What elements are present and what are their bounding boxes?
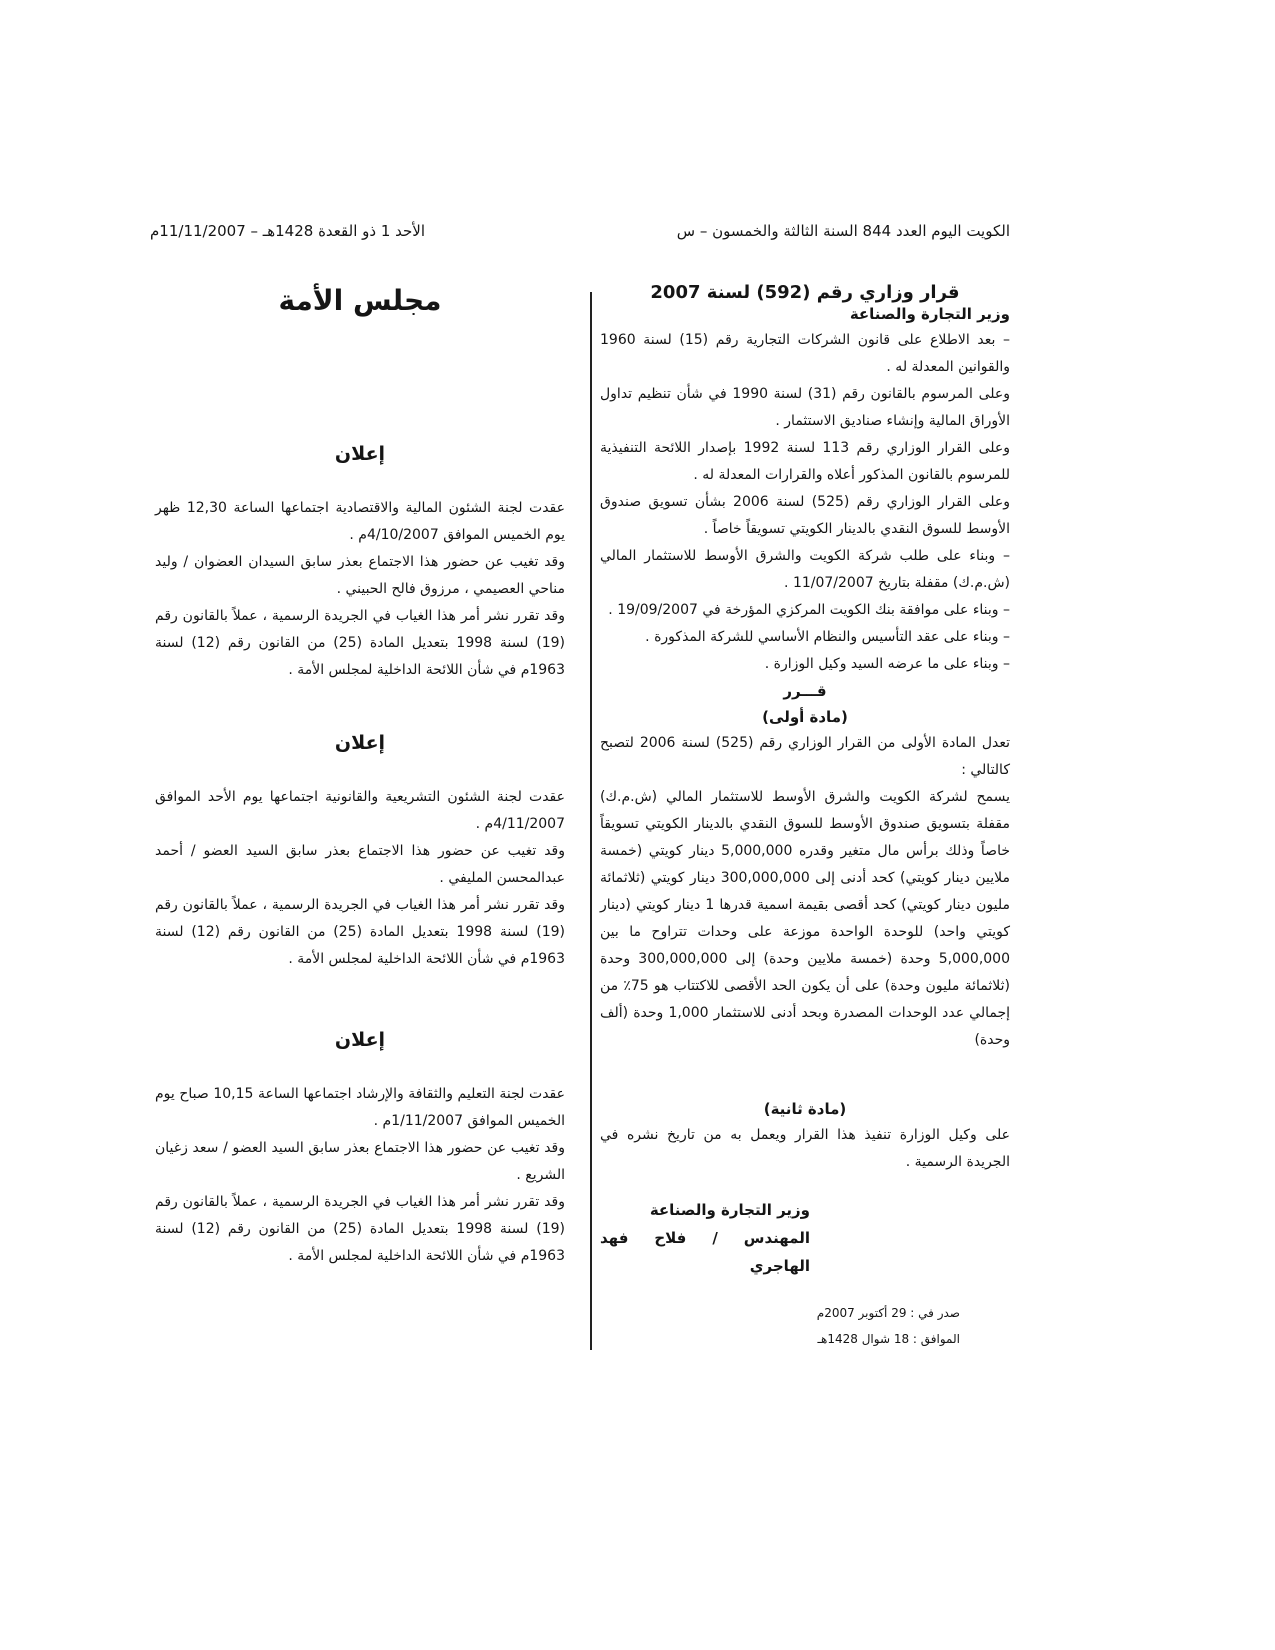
preamble-item: وعلى المرسوم بالقانون رقم (31) لسنة 1990 في شأن تنظيم تداول الأوراق المالية وإنشاء صناديق الاستثمار . — [600, 386, 1010, 429]
preamble-item: وعلى القرار الوزاري رقم (525) لسنة 2006 بشأن تسويق صندوق الأوسط للسوق النقدي بالدينار الكويتي تسويقاً خاصاً . — [600, 494, 1011, 537]
announcement-title: إعلان — [334, 1029, 386, 1051]
page-header — [150, 222, 1010, 252]
spacer — [155, 754, 565, 784]
header-date: الأحد 1 ذو القعدة 1428هـ – 11/11/2007م — [150, 222, 426, 240]
preamble-item: وعلى القرار الوزاري رقم 113 لسنة 1992 بإصدار اللائحة التنفيذية للمرسوم بالقانون المذكور أعلاه والقرارات المعدلة له . — [600, 440, 1011, 483]
announcement-paragraph: وقد تقرر نشر أمر هذا الغياب في الجريدة الرسمية ، عملاً بالقانون رقم (19) لسنة 1998 بتعديل المادة (25) من القانون رقم (12) لسنة 1963م في شأن اللائحة الداخلية لمجلس الأمة . — [155, 897, 565, 967]
announcement-paragraph: عقدت لجنة الشئون المالية والاقتصادية اجتماعها الساعة 12,30 ظهر يوم الخميس الموافق 4/10/2007م . — [155, 500, 565, 543]
signature-name: المهندس / فلاح فهد الهاجري — [600, 1229, 810, 1275]
spacer — [155, 465, 565, 495]
spacer — [155, 973, 565, 1029]
decree-title: قرار وزاري رقم (592) لسنة 2007 — [650, 282, 960, 303]
article-1-title: (مادة أولى) — [762, 708, 848, 726]
spacer — [600, 1280, 1010, 1300]
announcement-paragraph: وقد تغيب عن حضور هذا الاجتماع بعذر سابق السيد العضو / سعد زغيان الشريع . — [155, 1140, 565, 1183]
decree-column — [600, 282, 1010, 1352]
decided-heading: قـــرر — [783, 682, 827, 700]
column-divider — [590, 292, 592, 1350]
spacer — [155, 1051, 565, 1081]
announcement-paragraph: وقد تغيب عن حضور هذا الاجتماع بعذر سابق السيد العضو / أحمد عبدالمحسن المليفي . — [155, 843, 565, 886]
spacer — [600, 1054, 1010, 1096]
assembly-title: مجلس الأمة — [278, 284, 442, 317]
assembly-column — [155, 282, 565, 1270]
article-1-text: تعدل المادة الأولى من القرار الوزاري رقم (525) لسنة 2006 لتصبح كالتالي : — [600, 735, 1010, 778]
preamble-item: – وبناء على موافقة بنك الكويت المركزي المؤرخة في 19/09/2007 . — [608, 602, 1010, 618]
issued-date: صدر في : 29 أكتوبر 2007م — [816, 1306, 960, 1320]
preamble-item: – وبناء على عقد التأسيس والنظام الأساسي للشركة المذكورة . — [645, 629, 1010, 645]
article-2-title: (مادة ثانية) — [763, 1100, 847, 1118]
spacer — [155, 684, 565, 732]
preamble-item: – بعد الاطلاع على قانون الشركات التجارية رقم (15) لسنة 1960 والقوانين المعدلة له . — [600, 332, 1010, 375]
spacer — [155, 317, 565, 443]
announcement-paragraph: وقد تقرر نشر أمر هذا الغياب في الجريدة الرسمية ، عملاً بالقانون رقم (19) لسنة 1998 بتعديل المادة (25) من القانون رقم (12) لسنة 1963م في شأن اللائحة الداخلية لمجلس الأمة . — [155, 608, 565, 678]
announcement-paragraph: وقد تغيب عن حضور هذا الاجتماع بعذر سابق السيدان العضوان / وليد مناحي العصيمي ، مرزوق فالح الحبيني . — [155, 554, 565, 597]
spacer — [600, 1176, 1010, 1196]
hijri-date: الموافق : 18 شوال 1428هـ — [817, 1332, 960, 1346]
announcement-paragraph: وقد تقرر نشر أمر هذا الغياب في الجريدة الرسمية ، عملاً بالقانون رقم (19) لسنة 1998 بتعديل المادة (25) من القانون رقم (12) لسنة 1963م في شأن اللائحة الداخلية لمجلس الأمة . — [155, 1194, 565, 1264]
announcement-paragraph: عقدت لجنة التعليم والثقافة والإرشاد اجتماعها الساعة 10,15 صباح يوم الخميس الموافق 1/11/2007م . — [155, 1086, 565, 1129]
article-2-text: على وكيل الوزارة تنفيذ هذا القرار ويعمل به من تاريخ نشره في الجريدة الرسمية . — [600, 1127, 1010, 1170]
article-1-text: يسمح لشركة الكويت والشرق الأوسط للاستثمار المالي (ش.م.ك) مقفلة بتسويق صندوق الأوسط للسوق النقدي بالدينار الكويتي تسويقاً خاصاً وذلك برأس مال متغير وقدره 5,000,000 دينار كويتي (خمسة ملايين دينار كويتي) كحد أدنى إلى 300,000,000 دينار كويتي (ثلاثمائة مليون دينار كويتي) كحد أقصى بقيمة اسمية قدرها 1 دينار كويتي (دينار كويتي واحد) للوحدة الواحدة موزعة على وحدات تتراوح ما بين 5,000,000 وحدة (خمسة ملايين وحدة) إلى 300,000,000 وحدة (ثلاثمائة مليون وحدة) على أن يكون الحد الأقصى للاكتتاب هو 75٪ من إجمالي عدد الوحدات المصدرة وبحد أدنى للاستثمار 1,000 وحدة (ألف وحدة) — [600, 789, 1011, 1048]
header-issue-info: الكويت اليوم العدد 844 السنة الثالثة والخمسون – س — [676, 222, 1010, 240]
announcement-paragraph: عقدت لجنة الشئون التشريعية والقانونية اجتماعها يوم الأحد الموافق 4/11/2007م . — [155, 789, 565, 832]
announcement-title: إعلان — [334, 443, 386, 465]
preamble-item: – وبناء على طلب شركة الكويت والشرق الأوسط للاستثمار المالي (ش.م.ك) مقفلة بتاريخ 11/07/2007 . — [600, 548, 1010, 591]
announcement-title: إعلان — [334, 732, 386, 754]
signature-title: وزير التجارة والصناعة — [649, 1201, 810, 1219]
decree-minister: وزير التجارة والصناعة — [849, 305, 1010, 323]
preamble-item: – وبناء على ما عرضه السيد وكيل الوزارة . — [764, 656, 1010, 672]
